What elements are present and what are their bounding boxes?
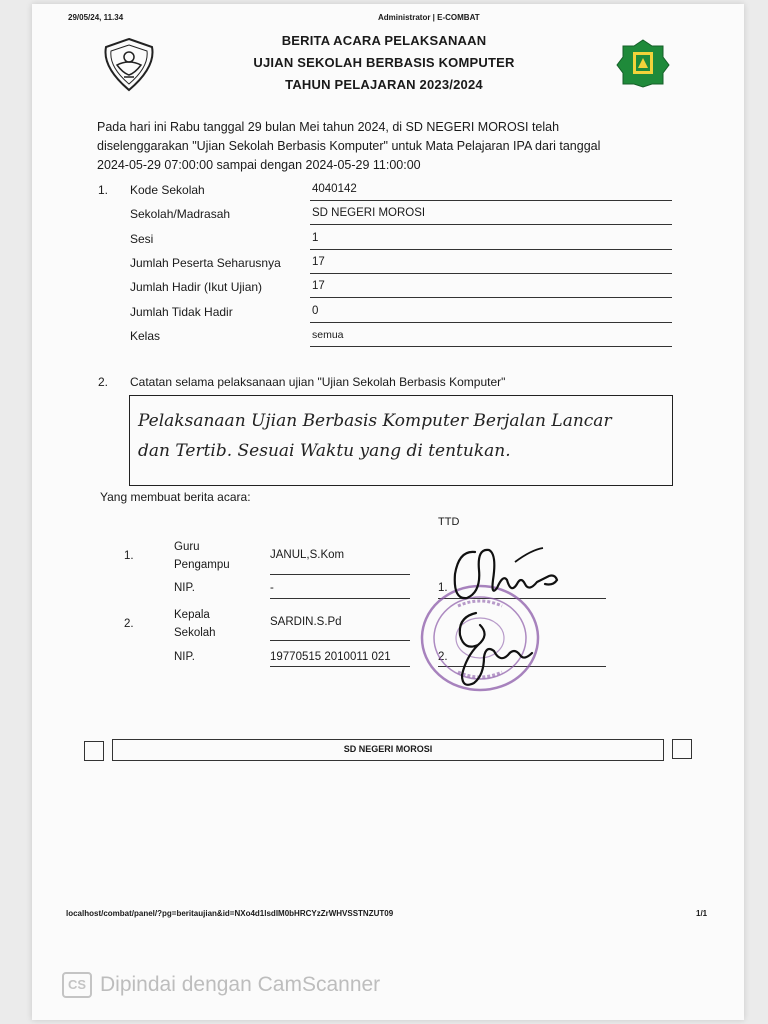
handwritten-note [138,406,666,466]
signatory-2-role-line1: Kepala [174,609,210,621]
camscanner-text: Dipindai dengan CamScanner [100,973,381,996]
value-jumlah-hadir: 17 [312,280,325,292]
label-jumlah-peserta: Jumlah Peserta Seharusnya [130,256,281,270]
footer-checkbox-left [84,741,104,761]
divider [310,322,672,323]
footer-checkbox-right [672,739,692,759]
signatory-1-number: 1. [124,550,134,562]
intro-paragraph [97,118,677,175]
signatories-intro: Yang membuat berita acara: [100,490,251,504]
divider [310,346,672,347]
value-sesi: 1 [312,232,319,244]
label-jumlah-hadir: Jumlah Hadir (Ikut Ujian) [130,280,263,294]
signatory-1-nip: - [270,582,274,594]
section-1-number: 1. [98,183,109,197]
label-jumlah-tidak-hadir: Jumlah Tidak Hadir [130,305,233,319]
camscanner-watermark [62,972,380,998]
ttd-label: TTD [438,516,460,528]
page-number: 1/1 [696,909,708,918]
intro-line-1: Pada hari ini Rabu tanggal 29 bulan Mei tahun 2024, di SD NEGERI MOROSI telah [97,120,560,134]
signature-2 [450,605,540,690]
divider [270,640,410,641]
signatory-1-role-line2: Pengampu [174,559,230,571]
intro-line-2: diselenggarakan "Ujian Sekolah Berbasis Komputer" untuk Mata Pelajaran IPA dari tanggal [97,139,601,153]
signatory-2-role-line2: Sekolah [174,627,216,639]
signatory-1-name: JANUL,S.Kom [270,549,345,561]
label-sekolah-madrasah: Sekolah/Madrasah [130,207,231,221]
signatory-1-nip-label: NIP. [174,582,195,594]
signatory-2-number: 2. [124,618,134,630]
divider [310,249,672,250]
note-line-2: dan Tertib. Sesuai Waktu yang di tentukan. [138,441,511,461]
divider [270,574,410,575]
note-line-1: Pelaksanaan Ujian Berbasis Komputer Berjalan Lancar [138,411,612,431]
signatory-1-role-line1: Guru [174,541,200,553]
signatory-1-sign-number: 1. [438,582,448,594]
value-kelas: semua [312,329,344,341]
title-line-1: BERITA ACARA PELAKSANAAN [281,33,487,48]
intro-line-3: 2024-05-29 07:00:00 sampai dengan 2024-05-29 11:00:00 [97,158,421,172]
title-line-2: UJIAN SEKOLAH BERBASIS KOMPUTER [253,55,515,70]
catatan-label: Catatan selama pelaksanaan ujian "Ujian Sekolah Berbasis Komputer" [130,375,506,389]
divider [310,200,672,201]
value-jumlah-peserta: 17 [312,256,325,268]
app-title: Administrator | E-COMBAT [378,13,480,22]
title-line-3: TAHUN PELAJARAN 2023/2024 [285,77,483,92]
print-datetime: 29/05/24, 11.34 [68,13,124,22]
label-kode-sekolah: Kode Sekolah [130,183,205,197]
value-sekolah-madrasah: SD NEGERI MOROSI [312,207,426,219]
value-kode-sekolah: 4040142 [312,183,357,195]
label-kelas: Kelas [130,329,161,343]
signatory-2-nip-label: NIP. [174,651,195,663]
footer-school-name: SD NEGERI MOROSI [112,739,664,761]
label-sesi: Sesi [130,232,154,246]
divider [270,598,410,599]
document-title [0,30,768,96]
signatory-2-name: SARDIN.S.Pd [270,616,342,628]
camscanner-logo-icon: CS [62,972,92,998]
divider [310,297,672,298]
signatory-2-sign-number: 2. [438,651,448,663]
page-url: localhost/combat/panel/?pg=beritaujian&id=NXo4d1lsdlM0bHRCYzZrWHVSSTNZUT09 [66,909,394,918]
signatory-2-nip: 19770515 2010011 021 [270,651,391,663]
value-jumlah-tidak-hadir: 0 [312,305,319,317]
section-2-number: 2. [98,375,109,389]
divider [310,273,672,274]
divider [270,666,410,667]
divider [310,224,672,225]
note-box [129,395,673,486]
